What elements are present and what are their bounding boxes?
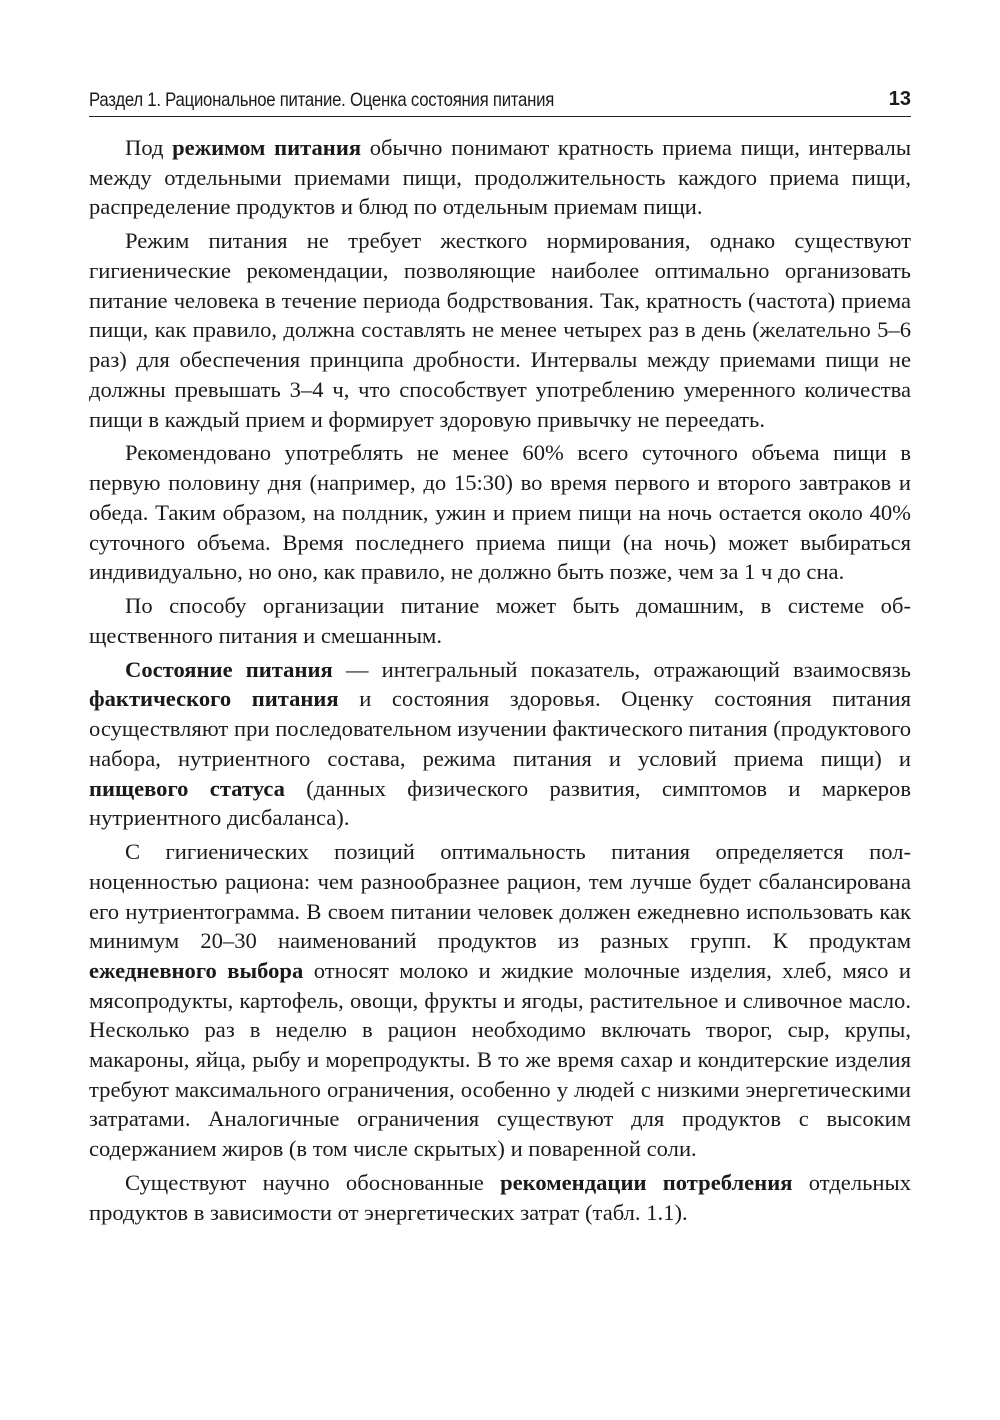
text-run: — интегральный показатель, отражающий взаимосвязь xyxy=(332,656,911,682)
term-bold: фактического питания xyxy=(89,686,339,712)
text-run: По способу организации питание может быть домашним, в системе общественного питания и смешанным. xyxy=(89,593,911,648)
text-run: С гигиенических позиций оптимальность питания определяется полноценностью рациона: чем разнообразнее рацион, тем лучше будет сбалансирована его нутриентограмма. В своем питании человек должен ежедневно использовать как минимум 20–30 наименований продуктов из разных групп. К продуктам xyxy=(89,839,911,954)
text-run: Существуют научно обоснованные xyxy=(125,1170,501,1196)
text-run: отдельных продуктов в зависимости от энергетических затрат (табл. 1.1). xyxy=(89,1170,911,1225)
paragraph xyxy=(89,591,911,650)
text-run: Под xyxy=(125,135,173,160)
paragraph xyxy=(89,655,911,833)
running-header xyxy=(89,86,911,117)
term-bold: ежедневного выбора xyxy=(89,957,304,983)
term-bold: Состояние питания xyxy=(125,656,333,682)
term-bold: режимом питания xyxy=(172,135,362,160)
paragraph xyxy=(89,226,911,434)
paragraph xyxy=(89,133,911,222)
text-run: Рекомендовано употреблять не менее 60% всего суточного объема пищи в первую половину дня (например, до 15:30) во время первого и второго завтраков и обеда. Таким образом, на полдник, ужин и прием пищи на ночь остается около 40% суточного объема. Время последнего приема пищи (на ночь) может выбираться индивидуально, но оно, как правило, не должно быть позже, чем за 1 ч до сна. xyxy=(89,440,911,585)
text-run: Режим питания не требует жесткого нормирования, однако существуют гигиенические рекомендации, позволяющие наиболее оптимально организовать питание человека в течение периода бодрствования. Так, кратность (частота) приема пищи, как правило, должна составлять не менее четырех раз в день (желательно 5–6 раз) для обеспечения принципа дробности. Интервалы между приемами пищи не должны превышать 3–4 ч, что способствует употреблению умеренного количества пищи в каждый прием и формирует здоровую привычку не переедать. xyxy=(89,228,911,432)
paragraph xyxy=(89,837,911,1164)
text-run: обычно понимают кратность приема пищи, интервалы между отдельными приемами пищи, продолжительность каждого приема пищи, распределение продуктов и блюд по отдельным приемам пищи. xyxy=(89,135,911,220)
paragraph xyxy=(89,1168,911,1227)
term-bold: рекомендации потребления xyxy=(500,1170,793,1196)
section-title: Раздел 1. Рациональное питание. Оценка состояния питания xyxy=(89,89,555,111)
paragraph xyxy=(89,438,911,587)
body-text xyxy=(89,133,911,1232)
text-run: (данных физического развития, симптомов и маркеров нутриентного дисбаланса). xyxy=(89,775,911,831)
text-run: и состояния здоровья. Оценку состояния питания осуществляют при последовательном изучении фактического питания (продуктового набора, нутриентного состава, режима питания и условий приема пищи) и xyxy=(89,686,912,771)
term-bold: пищевого статуса xyxy=(89,775,285,801)
page-number: 13 xyxy=(888,88,911,110)
text-run: относят молоко и жидкие молочные изделия, хлеб, мясо и мясопродукты, картофель, овощи, фрукты и ягоды, растительное и сливочное масло. Несколько раз в неделю в рацион необходимо включать творог, сыр, крупы, макароны, яйца, рыбу и морепродукты. В то же время сахар и кондитерские изделия требуют максимального ограничения, особенно у людей с низкими энергетическими затратами. Аналогичные ограничения существуют для продуктов с высоким содержанием жиров (в том числе скрытых) и поваренной соли. xyxy=(89,957,911,1162)
